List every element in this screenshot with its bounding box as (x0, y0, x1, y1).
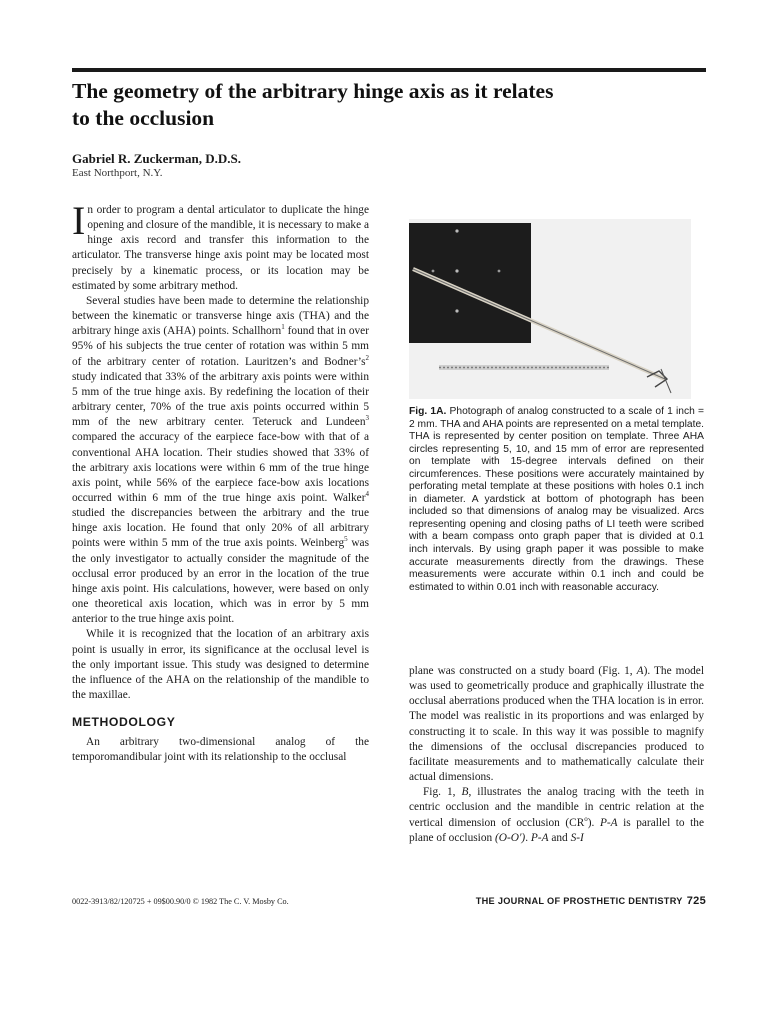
p2-d: compared the accuracy of the earpiece face-bow with that of a conventional AHA location. Their studies showed that 33% of the arbitrary axis locations were within 6 mm of the true hinge axis point, while 56% of the earpiece face-bow axis locations occurred within 6 mm of the true hinge axis point. Walker (72, 431, 369, 504)
p5-b: ). The model was used to geometrically produce and graphically illustrate the occlusal aberrations produced when the THA location is in error. The model was realistic in its proportions and was enlarged by constructing it to scale. In this way it was possible to magnify the dimensions of the occlusal discrepancies produced to facilitate measurements and to mathematically calculate their actual dimensions. (409, 665, 704, 784)
p6-d: is parallel to the plane of occlusion (409, 816, 704, 844)
page-number: 725 (686, 895, 706, 907)
ref-5: 5 (344, 535, 348, 544)
p5-fig-ref: A (636, 665, 644, 677)
title-line-1: The geometry of the arbitrary hinge axis as it relates (72, 79, 554, 103)
footer-journal (464, 895, 706, 907)
p6-sup: o (584, 814, 588, 823)
paragraph-3: While it is recognized that the location of an arbitrary axis point is usually in error, its significance at the occlusal level is the only important issue. This study was designed to determine the influence of the AHA on the relationship of the mandible to the maxillae. (72, 628, 369, 701)
journal-name: THE JOURNAL OF PROSTHETIC DENTISTRY (475, 896, 683, 906)
ref-1: 1 (281, 323, 285, 332)
p2-b: found that in over 95% of his subjects the true center of rotation was within 5 mm of the arbitrary center of rotation. Lauritzen’s and Bodner’s (72, 325, 369, 368)
footer-copyright: 0022-3913/82/120725 + 09$00.90/0 © 1982 The C. V. Mosby Co. (72, 897, 289, 906)
p6-f: and (548, 831, 571, 844)
p6-oo: (O-O′) (495, 831, 526, 844)
drop-cap: I (72, 198, 86, 243)
p2-e: studied the discrepancies between the arbitrary and the true hinge axis location. He found that only 20% of all arbitrary points were within 5 mm of the true axis points. Weinberg (72, 507, 369, 550)
ref-2: 2 (365, 353, 369, 362)
section-heading-methodology: METHODOLOGY (72, 715, 176, 730)
p6-e: . (525, 831, 531, 844)
right-column (409, 664, 704, 846)
caption-text: Photograph of analog constructed to a scale of 1 inch = 2 mm. THA and AHA points are represented on a metal template. THA is represented by center position on template. Three AHA circles representing 5, 10, and 15 mm of error are represented on template with 15-degree intervals defined on their circumferences. These positions were accurately maintained by perforating metal template at these positions with holes 0.1 inch in diameter. A yardstick at bottom of photograph has been included so that dimensions of analog may be visualized. Arcs representing opening and closing paths of LI teeth were scribed with a beam compass onto graph paper that is divided at 0.1 inch intervals. By using graph paper it was possible to make accurate measurements directly from the drawings. These measurements were accurate within 0.1 inch and could be estimated to within 0.01 inch with reasonable accuracy. (409, 406, 704, 593)
paragraph-6 (409, 785, 704, 846)
p6-fig-ref: B (461, 786, 469, 799)
affiliation: East Northport, N.Y. (72, 167, 163, 179)
figure-1a-caption (409, 406, 704, 594)
ref-4: 4 (365, 490, 369, 499)
p2-c: study indicated that 33% of the arbitrary axis points were within 5 mm of the true hinge axis. By redefining the location of their arbitrary center, 70% of the true axis points occurred within 5 mm of the new arbitrary center. Teteruck and Lundeen (72, 370, 369, 429)
metal-template (409, 223, 531, 343)
article-title (72, 78, 702, 132)
p6-si: S-I (570, 831, 584, 844)
paragraph-1-text: n order to program a dental articulator to duplicate the hinge opening and closure of the mandible, it is necessary to make a hinge axis record and transfer this information to the articulator. The transverse hinge axis point may be located most precisely by a kinematic process, or its location may be estimated by some arbitrary method. (72, 204, 369, 292)
p6-c: ). (587, 816, 600, 829)
left-column (72, 198, 369, 766)
paragraph-4: An arbitrary two-dimensional analog of the temporomandibular joint with its relationship to the occlusal (72, 736, 369, 764)
p6-a: Fig. 1, (423, 786, 462, 799)
p6-b: , illustrates the analog tracing with the teeth in centric occlusion and the mandible in centric relation at the vertical dimension of occlusion (CR (409, 786, 704, 829)
author: Gabriel R. Zuckerman, D.D.S. (72, 151, 241, 166)
title-line-2: to the occlusion (72, 106, 215, 130)
paragraph-2 (72, 294, 369, 627)
caption-label: Fig. 1A. (409, 406, 447, 417)
ref-3: 3 (365, 414, 369, 423)
p6-pa-1: P-A (599, 816, 618, 829)
p2-a: Several studies have been made to determine the relationship between the kinematic or transverse hinge axis (THA) and the arbitrary hinge axis (AHA) points. Schallhorn (72, 294, 369, 338)
p2-f: was the only investigator to actually consider the magnitude of the occlusal error produced by an error in the location of the true hinge axis point. His calculations, however, were based on only one theoretical axis location, which was in error by 5 mm anterior to the true hinge axis point. (72, 537, 369, 626)
header-rule (72, 68, 706, 72)
analog-photo-illustration (409, 219, 691, 399)
figure-1a-photograph (409, 219, 691, 399)
p6-pa-2: P-A (530, 831, 549, 844)
paragraph-1 (72, 198, 369, 294)
paragraph-5 (409, 664, 704, 785)
p5-a: plane was constructed on a study board (Fig. 1, (409, 665, 637, 677)
